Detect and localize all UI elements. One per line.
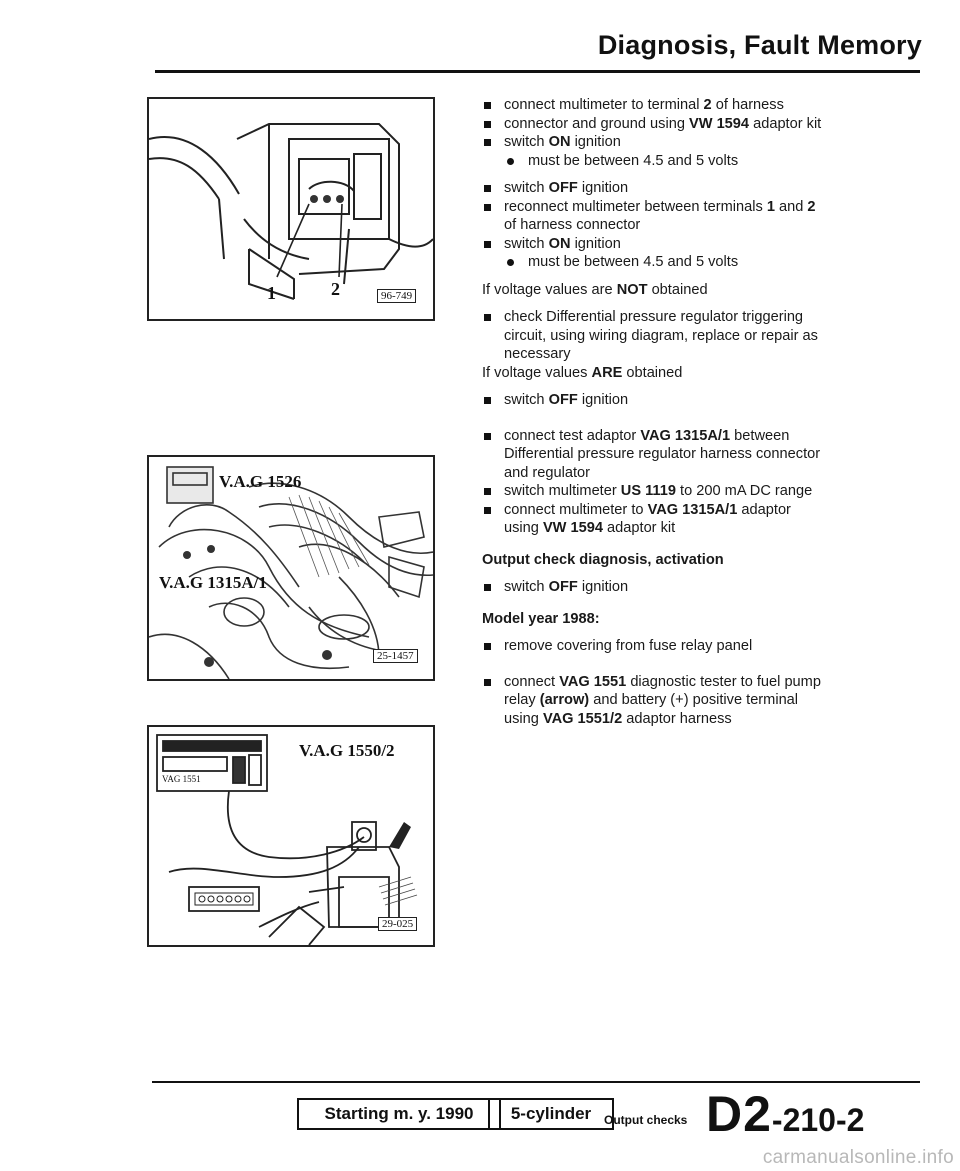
step-remove-covering: remove covering from fuse relay panel: [482, 637, 902, 656]
tool-label-vag1526: V.A.G 1526: [219, 472, 302, 491]
spec-voltage: must be between 4.5 and 5 volts: [482, 152, 902, 171]
figure-code: 25-1457: [373, 649, 418, 663]
step-connect-tester-cont: using VAG 1551/2 adaptor harness: [504, 710, 732, 727]
step-check-triggering-cont: necessary: [504, 346, 571, 362]
page-title: Diagnosis, Fault Memory: [597, 30, 922, 60]
connector-illustration: [149, 99, 433, 319]
page-number: [706, 1085, 864, 1143]
condition-are-obtained: If voltage values ARE obtained: [482, 364, 683, 381]
step-switch-off: switch OFF ignition: [482, 391, 902, 410]
tool-label-vag1550-2: V.A.G 1550/2: [299, 741, 395, 760]
step-connect-multimeter-cont: connector and ground using VW 1594 adaptor kit: [482, 115, 902, 134]
page-number-major: D2: [706, 1086, 772, 1142]
step-switch-off: switch OFF ignition: [482, 179, 902, 198]
footer-section-label: Output checks: [604, 1113, 688, 1127]
step-connect-multimeter-adaptor: connect multimeter to VAG 1315A/1 adaptor: [482, 501, 902, 520]
footer-rule: [152, 1081, 920, 1083]
watermark: carmanualsonline.info: [762, 1147, 954, 1168]
step-switch-on: switch ON ignition: [482, 133, 902, 152]
step-reconnect-multimeter-cont: of harness connector: [504, 217, 641, 233]
step-check-triggering: check Differential pressure regulator triggering: [482, 308, 902, 327]
callout-1: 1: [267, 283, 276, 303]
step-check-triggering-cont: circuit, using wiring diagram, replace or repair as: [504, 327, 818, 344]
step-reconnect-multimeter: reconnect multimeter between terminals 1 and 2: [482, 198, 902, 217]
tool-label-vag1315a1: V.A.G 1315A/1: [159, 573, 267, 592]
step-connect-tester-cont: relay (arrow) and battery (+) positive terminal: [504, 692, 799, 708]
step-switch-off: switch OFF ignition: [482, 578, 902, 597]
footer-cylinder-box: 5-cylinder: [488, 1098, 614, 1130]
section-heading-model-year: Model year 1988:: [482, 610, 600, 627]
header-rule: [155, 70, 920, 73]
step-connect-adaptor-cont: and regulator: [504, 464, 591, 481]
footer-model-year-box: Starting m. y. 1990: [297, 1098, 501, 1130]
figure-code: 96-749: [377, 289, 416, 303]
figure-engine-bay: [147, 455, 435, 681]
step-multimeter-range: switch multimeter US 1119 to 200 mA DC range: [482, 482, 902, 501]
instruction-text: [482, 96, 902, 728]
figure-code: 29-025: [378, 917, 417, 931]
step-connect-multimeter-adaptor-cont: using VW 1594 adaptor kit: [504, 520, 676, 536]
step-connect-multimeter: connect multimeter to terminal 2 of harness: [482, 96, 902, 115]
step-connect-adaptor-cont: Differential pressure regulator harness connector: [504, 446, 821, 462]
callout-2: 2: [331, 279, 340, 299]
section-heading-output-check: Output check diagnosis, activation: [482, 551, 724, 568]
figure-harness-connector: [147, 97, 435, 321]
figure-tester-connection: [147, 725, 435, 947]
tester-label: VAG 1551: [162, 774, 201, 784]
step-connect-adaptor: connect test adaptor VAG 1315A/1 between: [482, 427, 902, 446]
condition-not-obtained: If voltage values are NOT obtained: [482, 281, 708, 298]
step-switch-on: switch ON ignition: [482, 235, 902, 254]
step-connect-tester: connect VAG 1551 diagnostic tester to fuel pump: [482, 673, 902, 692]
page-number-minor: -210-2: [771, 1102, 865, 1138]
spec-voltage: must be between 4.5 and 5 volts: [482, 253, 902, 272]
